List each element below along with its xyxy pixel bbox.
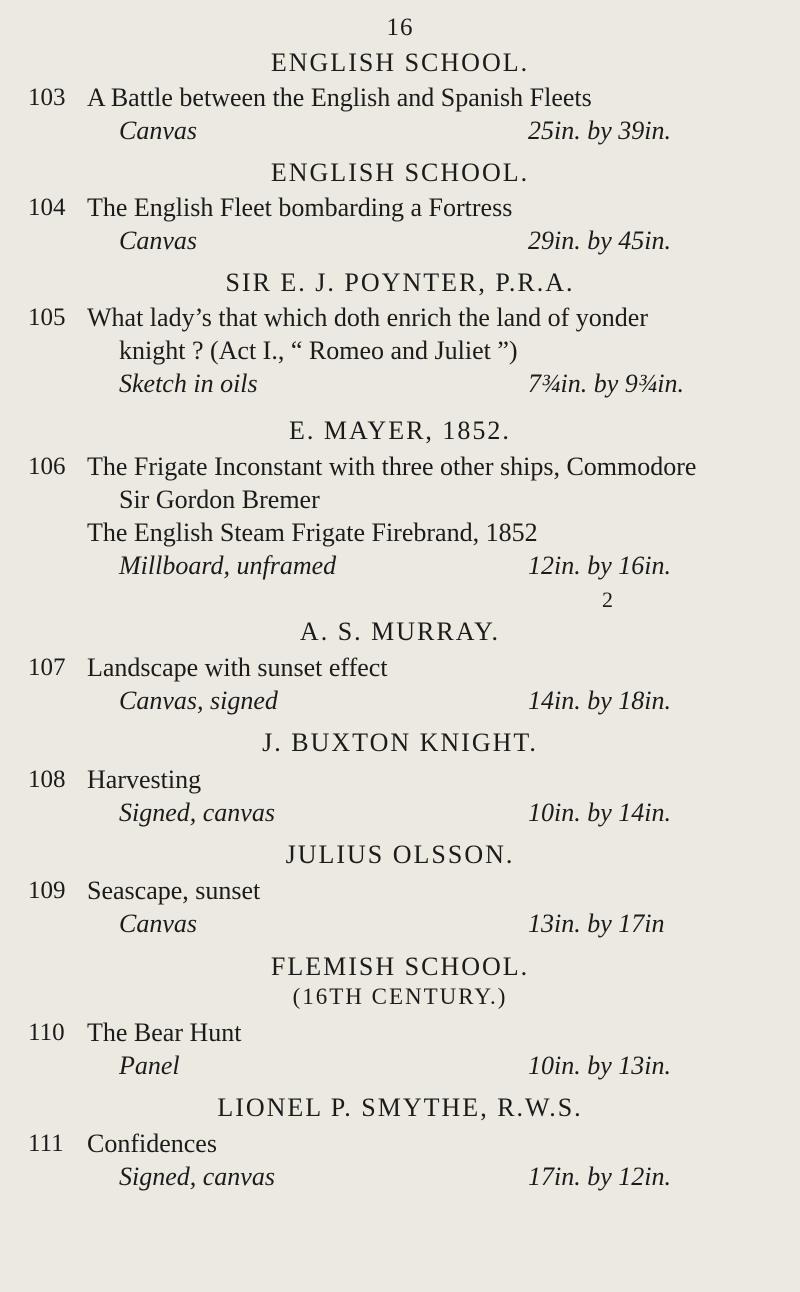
- lot-title: Harvesting: [87, 765, 202, 794]
- lot-medium: Canvas, signed: [119, 686, 278, 715]
- lot-dimensions: 29in. by 45in.: [528, 226, 671, 255]
- lot-title: Confidences: [87, 1129, 217, 1158]
- artist-heading: LIONEL P. SMYTHE, R.W.S.: [217, 1093, 583, 1122]
- lot-title: The Frigate Inconstant with three other ships, Commodore: [87, 452, 697, 481]
- lot-number: 103: [28, 84, 66, 111]
- lot-medium: Canvas: [119, 116, 197, 145]
- lot-number: 104: [28, 194, 66, 221]
- lot-medium: Panel: [119, 1051, 180, 1080]
- artist-period: (16TH CENTURY.): [292, 984, 508, 1009]
- artist-heading: E. MAYER, 1852.: [289, 416, 511, 445]
- lot-dimensions: 17in. by 12in.: [528, 1162, 671, 1191]
- lot-title: Seascape, sunset: [87, 876, 261, 905]
- lot-title: What lady’s that which doth enrich the land of yonder: [87, 303, 649, 332]
- artist-heading: ENGLISH SCHOOL.: [270, 48, 530, 77]
- artist-heading: J. BUXTON KNIGHT.: [262, 728, 538, 757]
- lot-number: 109: [28, 877, 66, 904]
- lot-medium: Sketch in oils: [119, 369, 258, 398]
- lot-title: Landscape with sunset effect: [87, 653, 388, 682]
- lot-dimensions: 10in. by 13in.: [528, 1051, 671, 1080]
- lot-dimensions: 14in. by 18in.: [528, 686, 671, 715]
- lot-title: The English Fleet bombarding a Fortress: [87, 193, 513, 222]
- lot-dimensions: 10in. by 14in.: [528, 798, 671, 827]
- lot-number: 111: [28, 1130, 64, 1157]
- lot-title-continued: Sir Gordon Bremer: [119, 485, 320, 514]
- lot-dimensions: 25in. by 39in.: [528, 116, 671, 145]
- artist-heading: FLEMISH SCHOOL.: [270, 952, 530, 981]
- lot-number: 108: [28, 766, 66, 793]
- lot-number: 107: [28, 654, 66, 681]
- artist-heading: SIR E. J. POYNTER, P.R.A.: [225, 268, 575, 297]
- lot-medium: Canvas: [119, 909, 197, 938]
- lot-title-continued: knight ? (Act I., “ Romeo and Juliet ”): [119, 336, 518, 365]
- artist-heading: ENGLISH SCHOOL.: [270, 158, 530, 187]
- lot-dimensions: 13in. by 17in: [528, 909, 665, 938]
- lot-dimensions: 12in. by 16in.: [528, 551, 671, 580]
- lot-medium: Signed, canvas: [119, 798, 275, 827]
- lot-number: 106: [28, 453, 66, 480]
- artist-heading: JULIUS OLSSON.: [285, 840, 515, 869]
- lot-number: 110: [28, 1019, 65, 1046]
- lot-title: A Battle between the English and Spanish Fleets: [87, 83, 592, 112]
- page-number: 16: [386, 14, 414, 41]
- lot-number: 105: [28, 304, 66, 331]
- artist-heading: A. S. MURRAY.: [299, 617, 501, 646]
- lot-title: The Bear Hunt: [87, 1018, 242, 1047]
- lot-medium: Canvas: [119, 226, 197, 255]
- lot-medium: Signed, canvas: [119, 1162, 275, 1191]
- lot-quantity: 2: [602, 587, 613, 612]
- lot-dimensions: 7¾in. by 9¾in.: [528, 369, 684, 398]
- lot-title-continued: The English Steam Frigate Firebrand, 1852: [87, 518, 538, 547]
- lot-medium: Millboard, unframed: [119, 551, 337, 580]
